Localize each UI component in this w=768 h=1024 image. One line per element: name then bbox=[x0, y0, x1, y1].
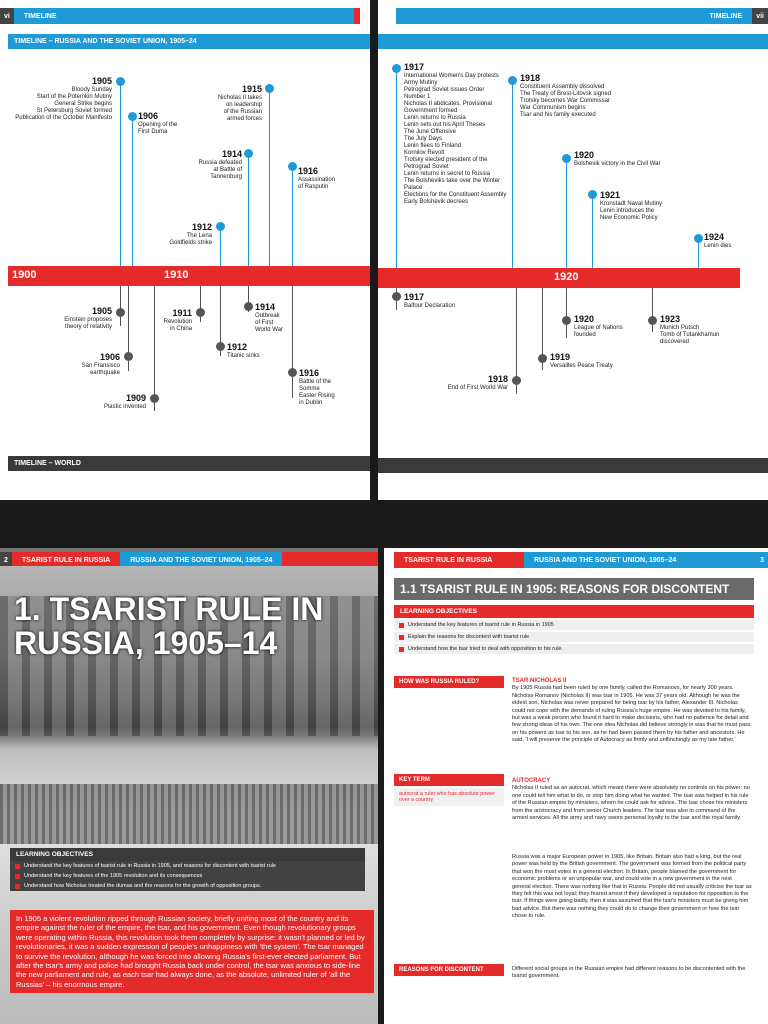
body-text: By 1905 Russia had been ruled by one family, called the Romanovs, for nearly 300 years. Nicholas Romanov (Nicholas II) was tsar in 1905. He was 37 years old. Although he was the eldest son, Nicholas was never prepared for being tsar by his father, Alexander III. Nicholas could not cope with the demands of ruling Russia's huge empire. He was devoted to his family, but was a weak person who found it hard to make decisions, who had no patience for detail and few strong ideas of his own. The one idea Nicholas did believe strongly in was that he must pass on his powers as tsar to his son, as he had been passed them by his father and ancestors. He said, 'I will preserve the principle of Autocracy as firmly and unflinchingly as my late father.' bbox=[512, 685, 751, 744]
event-1905: 1905 Bloody Sunday Start of the Potemkin Mutiny General Strike begins St Petersburg Soviet formed Publication of the October Manifesto bbox=[15, 76, 112, 121]
objective-item: Understand how Nicholas treated the dumas and the reasons for the growth of opposition groups. bbox=[10, 881, 365, 891]
power-paragraph: Russia was a major European power in 1905, like Britain. Britain also had a king, but the real power was held by the British government. The government was formed from the political party that won the most votes in a general election. In Britain, people blamed the government for economic problems or an unpopular war, and could vote in a new government in the next general election. There was nothing like that in Russia. People did not usually criticise the tsar as they felt this was not loyal; they feared arrest if they developed a reputation for opposition to the tsar. If things were going badly, then it was assumed that the tsar's ministers must be giving him bad advice. But there was nothing they could do to change their government or how the tsar chose to rule. bbox=[512, 854, 752, 920]
world-event-1923: 1923 Munich Putsch Tomb of Tutankhamun discovered bbox=[660, 314, 720, 345]
timeline-dot bbox=[648, 316, 657, 325]
stem-w1923 bbox=[652, 288, 653, 332]
content-page bbox=[384, 548, 768, 1024]
objective-item: Understand the key features of tsarist rule in Russia in 1905, and reasons for discontent with tsarist rule bbox=[10, 861, 365, 871]
objective-item: Understand the key features of tsarist rule in Russia in 1905 bbox=[394, 620, 754, 630]
timeline-dot bbox=[244, 149, 253, 158]
stem-1905 bbox=[120, 83, 121, 268]
nicholas-section bbox=[512, 678, 752, 745]
russia-timeline-title: TIMELINE – RUSSIA AND THE SOVIET UNION, 1905–24 bbox=[8, 34, 370, 49]
timeline-dot bbox=[392, 64, 401, 73]
running-head-text: TIMELINE bbox=[709, 12, 743, 20]
stem-1914 bbox=[248, 155, 249, 268]
body-text: Nicholas II ruled as an autocrat, which meant there were absolutely no controls on his power: no one could tell him what to do, or stop him doing what he wanted. The tsar was helped in his rule of the Russian empire by ministers, whom he could ask for advice. The tsar chose his ministers from the aristocracy and from senior Church leaders. The tsar was also in command of the armed services. All the army and navy swore personal loyalty to the tsar and the royal family. bbox=[512, 785, 750, 822]
event-1918: 1918 Constituent Assembly dissolved The Treaty of Brest-Litovsk signed Trotsky becomes War Commissar War Communism begins Tsar and his family executed bbox=[520, 73, 612, 118]
event-1912: 1912 The Lena Goldfields strike bbox=[169, 222, 212, 246]
world-event-1912: 1912 Titanic sinks bbox=[227, 342, 260, 359]
timeline-dot bbox=[150, 394, 159, 403]
running-header bbox=[394, 552, 768, 568]
russia-timeline-band bbox=[378, 34, 768, 49]
autocracy-section bbox=[512, 778, 752, 822]
timeline-dot bbox=[562, 154, 571, 163]
event-1921: 1921 Kronstadt Naval Mutiny Lenin introduces the New Economic Policy bbox=[600, 190, 663, 221]
subheading: TSAR NICHOLAS II bbox=[512, 678, 567, 684]
timeline-dot bbox=[392, 292, 401, 301]
event-1917: 1917 International Women's Day protests Army Mutiny Petrograd Soviet issues Order Number 1 Nicholas II abdicates. Provisional Government formed Lenin returns to Russia Lenin sets out his April Theses The June Offensive The July Days Lenin flees to Finland Kornilov Revolt Trotsky elected president of the Petrograd Soviet Lenin returns in secret to Russia The Bolsheviks take over the Winter Palace Elections for the Constituent Assembly Early Bolshevik decrees bbox=[404, 62, 507, 205]
photo-crowd bbox=[0, 784, 378, 844]
running-header bbox=[0, 8, 360, 24]
stem-1920 bbox=[566, 160, 567, 268]
stem-1915 bbox=[269, 90, 270, 268]
timeline-dot bbox=[124, 352, 133, 361]
decade-label: 1900 bbox=[12, 269, 37, 281]
event-1916: 1916 Assassination of Rasputin bbox=[298, 166, 336, 190]
stem-1916 bbox=[292, 168, 293, 268]
timeline-page-left bbox=[0, 0, 370, 500]
decade-label: 1910 bbox=[164, 269, 189, 281]
section-tag: REASONS FOR DISCONTENT bbox=[394, 964, 504, 976]
world-event-1914: 1914 Outbreak of First World War bbox=[255, 302, 284, 333]
learning-objectives bbox=[10, 848, 365, 891]
event-1920: 1920 Bolshevik victory in the Civil War bbox=[574, 150, 661, 167]
timeline-dot bbox=[288, 162, 297, 171]
running-head-text: TSARIST RULE IN RUSSIA bbox=[404, 556, 493, 564]
stem-w1905 bbox=[120, 286, 121, 326]
timeline-dot bbox=[216, 342, 225, 351]
objective-item: Explain the reasons for discontent with tsarist rule bbox=[394, 632, 754, 642]
world-timeline-title: TIMELINE – WORLD bbox=[8, 456, 370, 471]
timeline-dot bbox=[196, 308, 205, 317]
timeline-bar bbox=[8, 266, 370, 286]
page-number: 3 bbox=[756, 552, 768, 568]
world-event-1905: 1905 Einstein proposes theory of relativity bbox=[64, 306, 112, 330]
header-accent bbox=[354, 8, 360, 24]
decade-label: 1920 bbox=[554, 271, 579, 283]
stem-1906 bbox=[132, 118, 133, 268]
key-term-tag: KEY TERM bbox=[394, 774, 504, 786]
objective-item: Understand how the tsar tried to deal with opposition to his rule. bbox=[394, 644, 754, 654]
world-event-1911: 1911 Revolution in China bbox=[163, 308, 192, 332]
running-head-text: TSARIST RULE IN RUSSIA bbox=[21, 556, 111, 564]
objectives-title: LEARNING OBJECTIVES bbox=[10, 848, 365, 861]
running-header bbox=[396, 8, 768, 24]
timeline-dot bbox=[512, 376, 521, 385]
timeline-dot bbox=[288, 368, 297, 377]
stem-w1920 bbox=[566, 288, 567, 338]
world-event-1906: 1906 San Fransisco earthquake bbox=[81, 352, 120, 376]
event-1914: 1914 Russia defeated at Battle of Tannenburg bbox=[198, 149, 242, 180]
key-term-definition: autocrat a ruler who has absolute power over a country bbox=[394, 788, 504, 806]
section-tag: HOW WAS RUSSIA RULED? bbox=[394, 676, 504, 688]
stem-1921 bbox=[592, 196, 593, 268]
world-event-1916: 1916 Battle of the Somme Easter Rising in Dublin bbox=[299, 368, 335, 406]
timeline-dot bbox=[116, 77, 125, 86]
timeline-dot bbox=[116, 308, 125, 317]
page-number: vii bbox=[752, 8, 768, 24]
section-title: 1.1 TSARIST RULE IN 1905: REASONS FOR DISCONTENT bbox=[394, 578, 754, 600]
chapter-intro: In 1905 a violent revolution ripped through Russian society, briefly uniting most of the country and its empire against the ruler of the empire, the tsar, and his government. Even though revolutionary groups were operating within Russia, this revolution took them completely by surprise: it wasn't planned or led by revolutionaries, it was a sudden expression of people's unhappiness with 'the system'. The tsar managed to survive the revolution, although he was forced into allowing Russia's first-ever elected parliament. But after the tsar's army and police had brought Russia back under control, the tsar was anxious to side-line the new parliament and rule, as each tsar had always done, as the absolute, unlimited ruler of 'all the Russias' – his enormous empire. bbox=[10, 910, 374, 993]
timeline-dot bbox=[216, 222, 225, 231]
objective-item: Understand the key features of the 1905 revolution and its consequences bbox=[10, 871, 365, 881]
chapter-opener-page bbox=[0, 548, 378, 1024]
world-event-1919: 1919 Versailles Peace Treaty bbox=[550, 352, 613, 369]
stem-1912 bbox=[220, 228, 221, 268]
world-event-1909: 1909 Plastic invented bbox=[103, 393, 146, 410]
event-1915: 1915 Nicholas II takes on leadership of the Russian armed forces bbox=[217, 84, 262, 122]
running-head-text-2: RUSSIA AND THE SOVIET UNION, 1905–24 bbox=[120, 552, 282, 568]
timeline-dot bbox=[562, 316, 571, 325]
event-1924: 1924 Lenin dies bbox=[704, 232, 732, 249]
timeline-dot bbox=[694, 234, 703, 243]
world-event-1918: 1918 End of First World War bbox=[447, 374, 508, 391]
timeline-page-right bbox=[378, 0, 768, 500]
event-1906: 1906 Opening of the First Duma bbox=[138, 111, 178, 135]
stem-w1909 bbox=[154, 286, 155, 411]
world-event-1917: 1917 Balfour Declaration bbox=[404, 292, 456, 309]
timeline-bar bbox=[378, 268, 740, 288]
running-head-text: TIMELINE bbox=[23, 12, 57, 20]
stem-1917 bbox=[396, 72, 397, 268]
timeline-dot bbox=[538, 354, 547, 363]
timeline-dot bbox=[244, 302, 253, 311]
page-number: 2 bbox=[0, 552, 12, 568]
reasons-paragraph: Different social groups in the Russian empire had different reasons to be discontented with the tsarist government. bbox=[512, 966, 746, 980]
timeline-dot bbox=[588, 190, 597, 199]
chapter-title: 1. TSARIST RULE IN RUSSIA, 1905–14 bbox=[14, 591, 324, 661]
running-head-text-2: RUSSIA AND THE SOVIET UNION, 1905–24 bbox=[524, 552, 756, 568]
page-number: vi bbox=[0, 8, 14, 24]
timeline-dot bbox=[128, 112, 137, 121]
subheading: AUTOCRACY bbox=[512, 778, 551, 784]
world-timeline-band bbox=[378, 458, 768, 473]
world-event-1920: 1920 League of Nations founded bbox=[574, 314, 623, 338]
objectives-title: LEARNING OBJECTIVES bbox=[394, 605, 754, 618]
timeline-dot bbox=[265, 84, 274, 93]
